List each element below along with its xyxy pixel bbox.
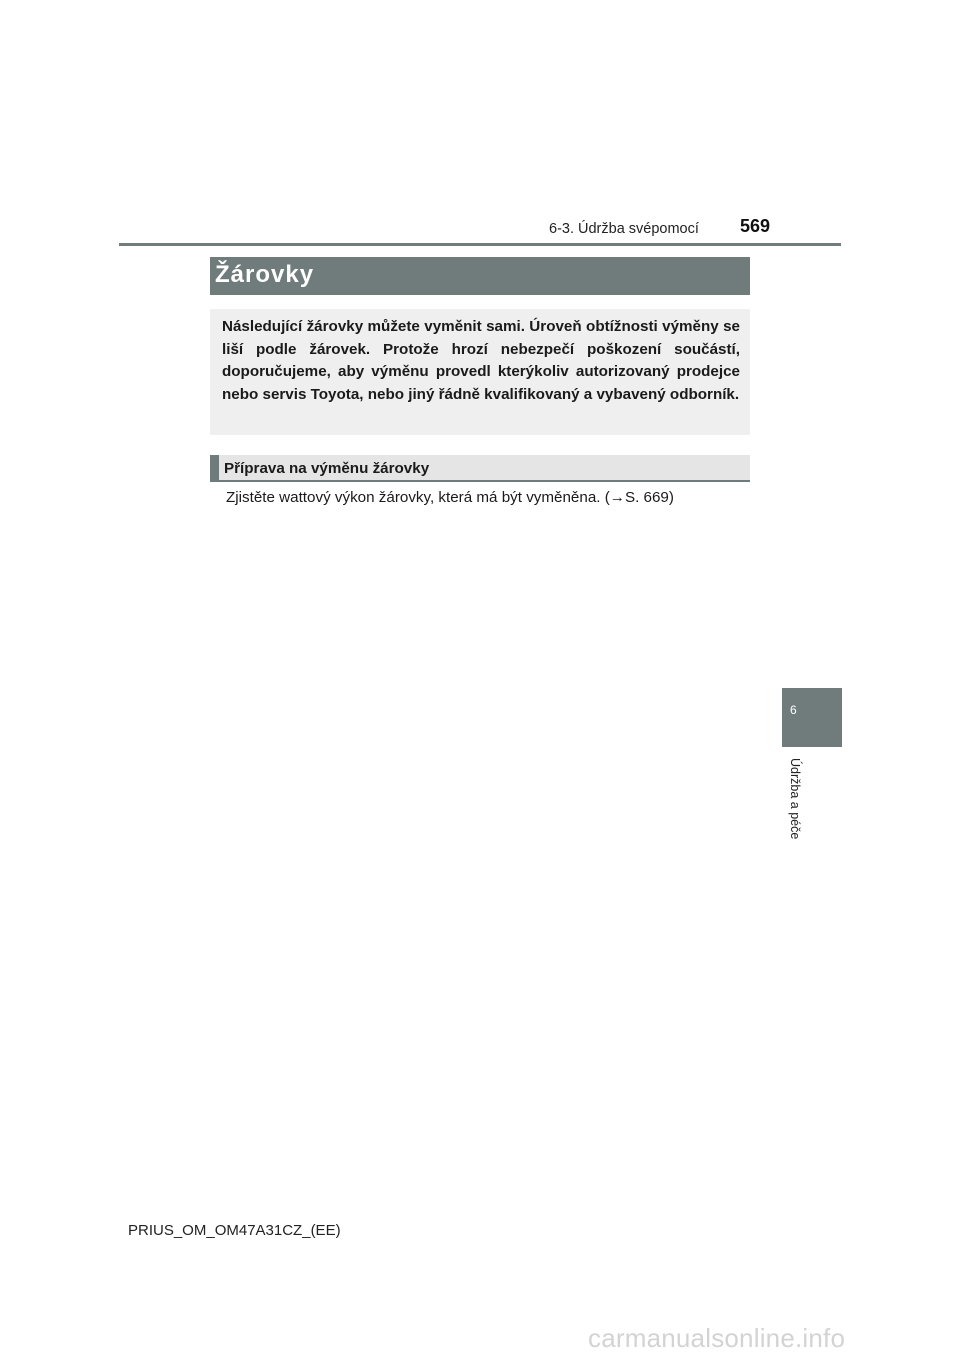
page-title: Žárovky [215, 261, 315, 288]
subsection-underline [210, 480, 750, 482]
page-number: 569 [740, 216, 771, 236]
chapter-label: Údržba a péče [788, 758, 802, 840]
intro-text: Následující žárovky můžete vyměnit sami. Úroveň obtížnosti výměny se liší podle žárovek. Protože hrozí nebezpečí poškození součástí, doporučujeme, aby výměnu provedl kterýkoliv autorizovaný prodejce nebo servis Toyota, nebo jiný řádně kvalifikovaný a vybavený odborník. [222, 318, 740, 404]
subsection-accent [210, 455, 219, 482]
footer-code: PRIUS_OM_OM47A31CZ_(EE) [128, 1222, 341, 1239]
section-title: 6-3. Údržba svépomocí [549, 221, 699, 237]
watermark: carmanualsonline.info [588, 1323, 846, 1353]
header-divider [119, 243, 841, 246]
chapter-tab [782, 688, 842, 747]
subsection-title: Příprava na výměnu žárovky [224, 460, 430, 477]
chapter-number: 6 [790, 703, 797, 717]
body-paragraph: Zjistěte wattový výkon žárovky, která má být vyměněna. (→S. 669) [226, 489, 674, 506]
